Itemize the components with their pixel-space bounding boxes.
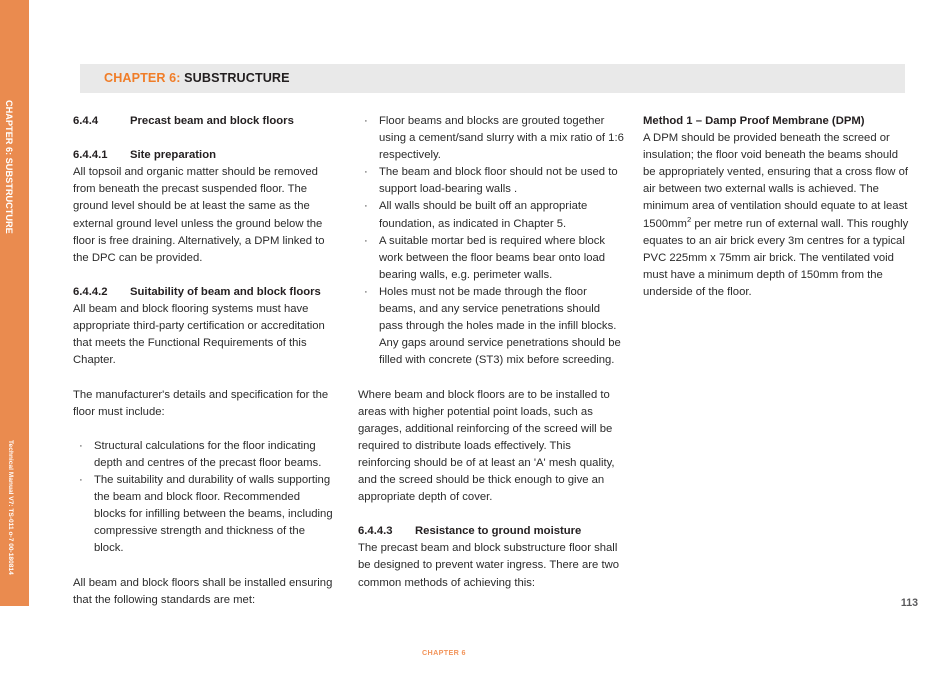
spacer	[73, 130, 335, 147]
list-item	[358, 164, 626, 198]
spacer	[73, 557, 335, 574]
heading-method-1: Method 1 – Damp Proof Membrane (DPM)	[643, 115, 865, 127]
list-item	[358, 284, 626, 369]
list-item	[73, 438, 335, 472]
side-tab-chapter-label: CHAPTER 6: SUBSTRUCTURE	[4, 100, 14, 234]
bullet-icon: ·	[79, 473, 83, 486]
paragraph-dpm-part1: A DPM should be provided beneath the screed or insulation; the floor void beneath the beams should be appropriately vented, ensuring that a cross flow of air between two external walls is achieved. The minimum area of ventilation should equate to at least 1500mm	[643, 132, 909, 230]
column-3	[643, 113, 909, 301]
paragraph-standards-met: All beam and block floors shall be installed ensuring that the following standards are met:	[73, 576, 333, 606]
heading-6-4-4-1-number: 6.4.4.1	[73, 149, 108, 162]
list-item	[358, 233, 626, 284]
heading-6-4-4-title: Precast beam and block floors	[130, 115, 294, 127]
paragraph-suitability: All beam and block flooring systems must have appropriate third-party certification or accreditation that meets the Functional Requirements of this Chapter.	[73, 303, 325, 367]
bullet-list-col1	[73, 438, 335, 558]
heading-6-4-4-number: 6.4.4	[73, 115, 99, 127]
bullet-icon: ·	[364, 166, 368, 179]
bullet-list-col2	[358, 113, 626, 369]
paragraph-site-preparation: All topsoil and organic matter should be removed from beneath the precast suspended floor. The ground level should be at least the same as the external ground level unless the ground below the floor is free draining. Alternatively, a DPM linked to the DPC can be provided.	[73, 166, 325, 264]
spacer	[73, 369, 335, 386]
heading-6-4-4	[73, 113, 335, 130]
list-item-label: Floor beams and blocks are grouted together using a cement/sand slurry with a mix ratio of 1:6 respectively.	[379, 115, 624, 162]
bullet-icon: ·	[364, 234, 368, 247]
heading-6-4-4-1-title: Site preparation	[130, 149, 217, 162]
spacer	[73, 267, 335, 284]
bullet-icon: ·	[79, 439, 83, 452]
paragraph-dpm-superscript: 2	[686, 214, 692, 224]
list-item	[358, 198, 626, 232]
heading-6-4-4-3-number: 6.4.4.3	[358, 525, 393, 538]
side-tab-doc-label: Technical Manual V7: TS-011 o-7 00-180814	[7, 440, 14, 575]
heading-6-4-4-2-title: Suitability of beam and block floors	[130, 285, 321, 298]
spacer	[358, 369, 626, 386]
list-item-label: All walls should be built off an appropriate foundation, as indicated in Chapter 5.	[379, 200, 588, 230]
chapter-header-title: SUBSTRUCTURE	[180, 71, 290, 85]
spacer	[358, 506, 626, 523]
footer-chapter-label: CHAPTER 6	[422, 648, 466, 657]
bullet-icon: ·	[364, 115, 368, 127]
heading-6-4-4-3-title: Resistance to ground moisture	[415, 525, 582, 538]
column-1	[73, 113, 335, 609]
paragraph-dpm-part2: per metre run of external wall. This roughly equates to an air brick every 3m centres for a typical PVC 225mm x 75mm air brick. The ventilated void must have a minimum depth of 150mm from the underside of the floor.	[643, 217, 909, 298]
heading-6-4-4-3	[358, 523, 626, 540]
list-item-label: The suitability and durability of walls supporting the beam and block floor. Recommended blocks for infilling between the beams, including compressive strength and thickness of the block.	[94, 473, 333, 555]
heading-6-4-4-1	[73, 147, 335, 164]
list-item-label: The beam and block floor should not be used to support load-bearing walls .	[379, 166, 618, 196]
paragraph-manufacturer-details: The manufacturer's details and specification for the floor must include:	[73, 388, 329, 418]
paragraph-ground-moisture: The precast beam and block substructure floor shall be designed to prevent water ingress. There are two common methods of achieving this:	[358, 542, 620, 589]
chapter-header-band	[80, 64, 905, 93]
list-item	[358, 113, 626, 164]
column-2	[358, 113, 626, 592]
heading-6-4-4-2	[73, 284, 335, 301]
chapter-header-accent: CHAPTER 6:	[104, 71, 181, 85]
bullet-icon: ·	[364, 285, 368, 298]
heading-6-4-4-2-number: 6.4.4.2	[73, 285, 108, 298]
spacer	[73, 421, 335, 438]
page-number: 113	[900, 597, 918, 609]
paragraph-reinforcing: Where beam and block floors are to be installed to areas with higher potential point loads, such as garages, additional reinforcing of the screed will be required to distribute loads effectively. This reinforcing should be of at least an 'A' mesh quality, and the screed should be thick enough to give an appropriate depth of cover.	[358, 388, 615, 504]
list-item	[73, 472, 335, 557]
list-item-label: Structural calculations for the floor indicating depth and centres of the precast floor beams.	[94, 439, 322, 469]
side-tab	[0, 0, 29, 606]
paragraph-dpm	[643, 130, 909, 301]
list-item-label: Holes must not be made through the floor beams, and any service penetrations should pass through the holes made in the infill blocks. Any gaps around service penetrations should be filled with concrete (ST3) mix before screeding.	[379, 285, 621, 367]
chapter-header-text	[104, 71, 290, 85]
list-item-label: A suitable mortar bed is required where block work between the floor beams bear onto load bearing walls, e.g. perimeter walls.	[379, 234, 606, 281]
bullet-icon: ·	[364, 200, 368, 213]
